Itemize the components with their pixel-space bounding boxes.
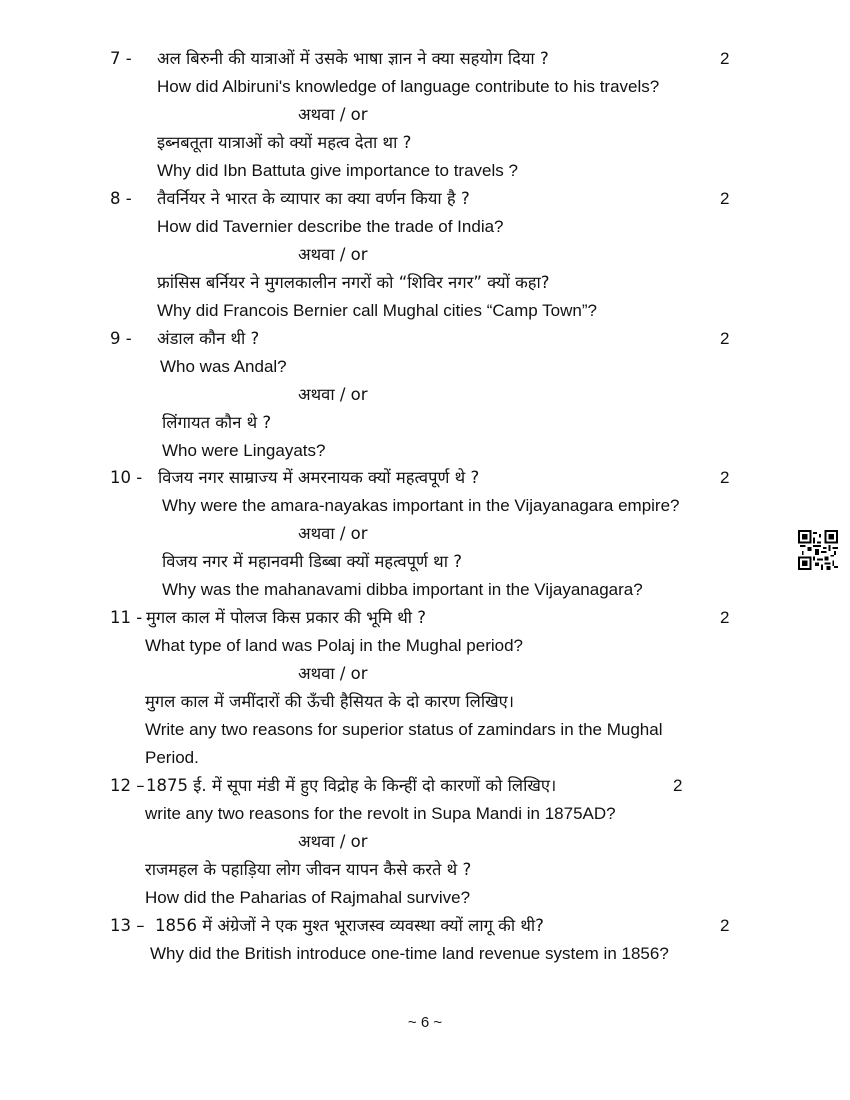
q12-marks: 2 (673, 776, 683, 795)
q13-hindi: 1856 में अंग्रेजों ने एक मुश्त भूराजस्व व्यवस्था क्यों लागू की थी? (155, 916, 544, 935)
q9-marks: 2 (720, 329, 730, 348)
q11-number: 11 - (110, 608, 143, 627)
q8-or: अथवा / or (298, 245, 368, 264)
q12-alt-hindi: राजमहल के पहाड़िया लोग जीवन यापन कैसे करते थे ? (145, 860, 472, 879)
q8-hindi: तैवर्नियर ने भारत के व्यापार का क्या वर्णन किया है ? (157, 189, 470, 208)
q9-alt-hindi: लिंगायत कौन थे ? (162, 413, 272, 432)
q12-or: अथवा / or (298, 832, 368, 851)
q8-alt-hindi: फ्रांसिस बर्नियर ने मुगलकालीन नगरों को “शिविर नगर” क्यों कहा? (157, 273, 550, 292)
q10-alt-english: Why was the mahanavami dibba important in the Vijayanagara? (162, 580, 643, 599)
q8-alt-english: Why did Francois Bernier call Mughal cities “Camp Town”? (157, 301, 597, 320)
q11-marks: 2 (720, 608, 730, 627)
q8-marks: 2 (720, 189, 730, 208)
q9-alt-english: Who were Lingayats? (162, 441, 326, 460)
page-number: ~ 6 ~ (407, 1014, 443, 1031)
q7-alt-hindi: इब्नबतूता यात्राओं को क्यों महत्व देता था ? (157, 133, 412, 152)
q11-alt-english-cont: Period. (145, 748, 199, 767)
q12-hindi: 1875 ई. में सूपा मंडी में हुए विद्रोह के किन्हीं दो कारणों को लिखिए। (146, 776, 557, 795)
q11-hindi: मुगल काल में पोलज किस प्रकार की भूमि थी ? (146, 608, 427, 627)
q11-alt-hindi: मुगल काल में जमींदारों की ऊँची हैसियत के दो कारण लिखिए। (145, 692, 514, 711)
q7-number: 7 - (110, 49, 132, 68)
q7-alt-english: Why did Ibn Battuta give importance to travels ? (157, 161, 518, 180)
q11-alt-english: Write any two reasons for superior status of zamindars in the Mughal (145, 720, 663, 739)
q7-marks: 2 (720, 49, 730, 68)
qr-code-icon (798, 530, 838, 570)
q9-hindi: अंडाल कौन थी ? (157, 329, 260, 348)
q10-number: 10 - (110, 468, 143, 487)
q10-marks: 2 (720, 468, 730, 487)
q13-marks: 2 (720, 916, 730, 935)
q8-number: 8 - (110, 189, 132, 208)
q7-or: अथवा / or (298, 105, 368, 124)
q13-english: Why did the British introduce one-time land revenue system in 1856? (150, 944, 669, 963)
q10-or: अथवा / or (298, 524, 368, 543)
q12-number: 12 – (110, 776, 145, 795)
q9-english: Who was Andal? (160, 357, 287, 376)
q12-alt-english: How did the Paharias of Rajmahal survive? (145, 888, 471, 907)
q13-number: 13 – (110, 916, 145, 935)
q11-or: अथवा / or (298, 664, 368, 683)
q12-english: write any two reasons for the revolt in Supa Mandi in 1875AD? (145, 804, 616, 823)
q7-english: How did Albiruni's knowledge of language contribute to his travels? (157, 77, 660, 96)
q9-or: अथवा / or (298, 385, 368, 404)
q7-hindi: अल बिरुनी की यात्राओं में उसके भाषा ज्ञान ने क्या सहयोग दिया ? (157, 49, 549, 68)
q11-english: What type of land was Polaj in the Mughal period? (145, 636, 524, 655)
q10-alt-hindi: विजय नगर में महानवमी डिब्बा क्यों महत्वपूर्ण था ? (162, 552, 462, 571)
q10-hindi: विजय नगर साम्राज्य में अमरनायक क्यों महत्वपूर्ण थे ? (158, 468, 480, 487)
q8-english: How did Tavernier describe the trade of India? (157, 217, 504, 236)
q10-english: Why were the amara-nayakas important in the Vijayanagara empire? (162, 496, 680, 515)
q9-number: 9 - (110, 329, 132, 348)
